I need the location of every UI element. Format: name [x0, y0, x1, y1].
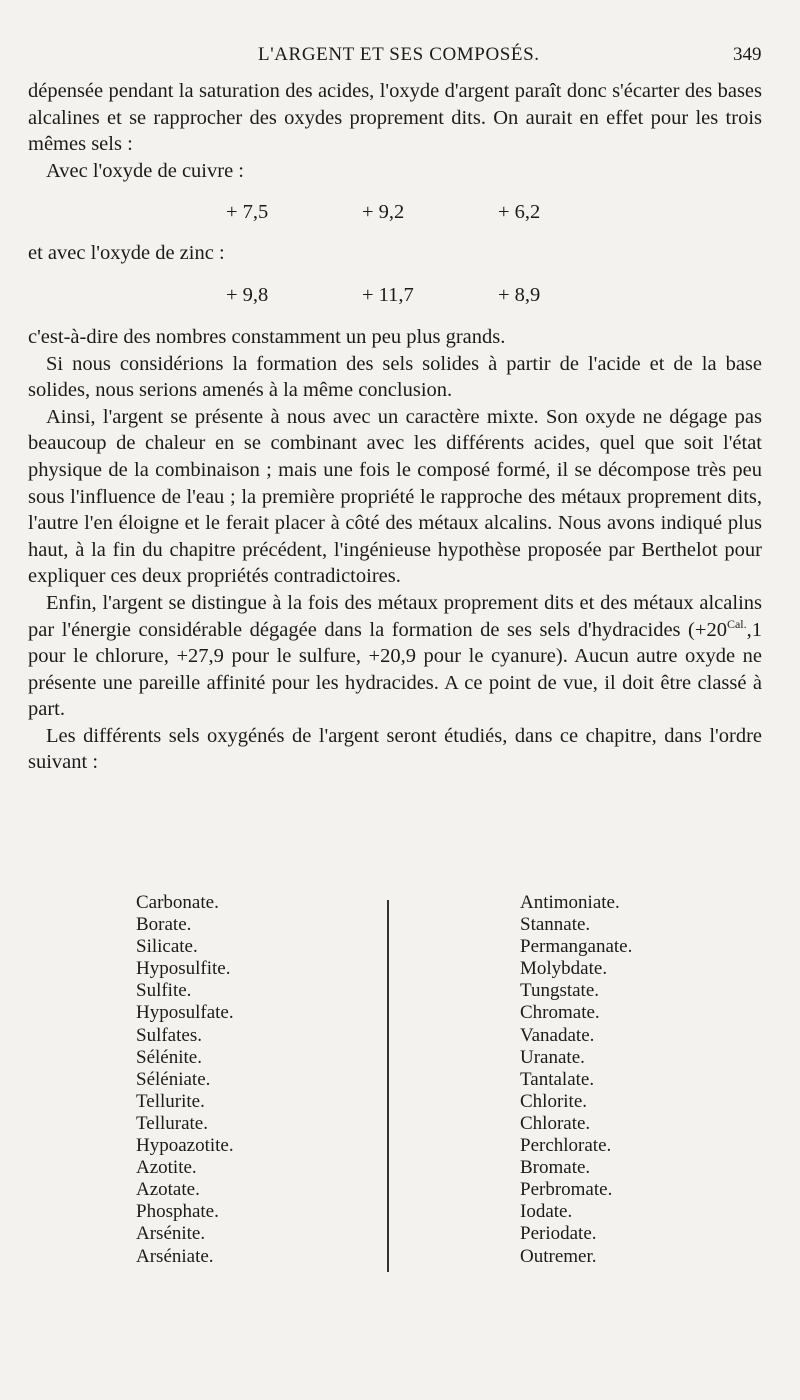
list-item: Arsénite.	[136, 1223, 206, 1245]
value: + 9,2	[362, 201, 405, 224]
list-item: Hyposulfite.	[136, 958, 231, 980]
list-item: Carbonate.	[136, 892, 219, 913]
salt-list-left	[136, 892, 234, 1268]
list-item: Tellurate.	[136, 1112, 208, 1134]
list-item: Uranate.	[520, 1046, 585, 1068]
paragraph-4: c'est-à-dire des nombres constamment un peu plus grands.	[28, 325, 506, 348]
list-item: Azotate.	[136, 1179, 200, 1201]
column-separator	[387, 900, 389, 1272]
list-item: Sulfite.	[136, 980, 192, 1002]
list-item: Periodate.	[520, 1223, 597, 1245]
value: + 7,5	[226, 201, 269, 224]
page-header	[0, 40, 800, 70]
list-item: Antimoniate.	[520, 892, 620, 913]
list-item: Silicate.	[136, 936, 198, 958]
list-item: Bromate.	[520, 1157, 591, 1179]
value: + 11,7	[362, 283, 414, 306]
list-item: Perchlorate.	[520, 1135, 612, 1157]
list-item: Chromate.	[520, 1002, 600, 1024]
paragraph-6: Ainsi, l'argent se présente à nous avec un caractère mixte. Son oxyde ne dégage pas beaucoup de chaleur en se combinant avec les différents acides, quel que soit l'état physique de la combinaison ; mais une fois le composé formé, il se décompose très peu sous l'influence de l'eau ; la première propriété le rapproche des métaux proprement dits, l'autre l'en éloigne et le ferait placer à côté des métaux alcalins. Nous avons indiqué plus haut, à la fin du chapitre précédent, l'ingénieuse hypothèse proposée par Berthelot pour expliquer ces deux propriétés contradictoires.	[28, 405, 762, 588]
value: + 8,9	[498, 283, 541, 306]
list-item: Borate.	[136, 914, 192, 936]
value: + 6,2	[498, 201, 541, 224]
list-item: Sulfates.	[136, 1024, 202, 1046]
list-item: Arséniate.	[136, 1245, 214, 1267]
list-item: Séléniate.	[136, 1068, 211, 1090]
list-item: Tungstate.	[520, 980, 600, 1002]
list-item: Hypoazotite.	[136, 1135, 234, 1157]
list-item: Molybdate.	[520, 958, 608, 980]
paragraph-7-part-b: ,1 pour le chlorure, +27,9 pour le sulfure, +20,9 pour le cyanure). Aucun autre oxyde ne présente une pareille affinité pour les hydracides. A ce point de vue, il doit être classé à part.	[28, 618, 762, 721]
paragraph-copper: Avec l'oxyde de cuivre :	[46, 159, 244, 182]
list-item: Sélénite.	[136, 1046, 202, 1068]
paragraph-7	[28, 590, 762, 723]
zinc-values	[28, 267, 762, 324]
list-item: Iodate.	[520, 1201, 573, 1223]
running-title: L'ARGENT ET SES COMPOSÉS.	[258, 44, 540, 65]
list-item: Tantalate.	[520, 1068, 595, 1090]
paragraph-zinc: et avec l'oxyde de zinc :	[28, 242, 225, 265]
calorie-superscript: Cal.	[726, 616, 747, 631]
list-item: Chlorite.	[520, 1090, 588, 1112]
list-item: Azotite.	[136, 1157, 197, 1179]
list-item: Phosphate.	[136, 1201, 219, 1223]
list-item: Perbromate.	[520, 1179, 613, 1201]
list-item: Hyposulfate.	[136, 1002, 234, 1024]
list-item: Chlorate.	[520, 1112, 591, 1134]
paragraph-8: Les différents sels oxygénés de l'argent seront étudiés, dans ce chapitre, dans l'ordre suivant :	[28, 724, 762, 774]
body-text	[28, 78, 762, 776]
value: + 9,8	[226, 283, 269, 306]
paragraph-5: Si nous considérions la formation des sels solides à partir de l'acide et de la base solides, nous serions amenés à la même conclusion.	[28, 352, 762, 402]
list-item: Stannate.	[520, 914, 591, 936]
list-item: Tellurite.	[136, 1090, 205, 1112]
copper-values	[28, 184, 762, 240]
paragraph-7-part-a: Enfin, l'argent se distingue à la fois des métaux proprement dits et des métaux alcalins par l'énergie considérable dégagée dans la formation de ses sels d'hydracides (+20	[28, 591, 762, 641]
page-number: 349	[733, 44, 762, 65]
list-item: Vanadate.	[520, 1024, 595, 1046]
list-item: Permanganate.	[520, 936, 633, 958]
list-item: Outremer.	[520, 1245, 597, 1267]
paragraph-1: dépensée pendant la saturation des acides, l'oxyde d'argent paraît donc s'écarter des bases alcalines et se rapprocher des oxydes proprement dits. On aurait en effet pour les trois mêmes sels :	[28, 80, 762, 156]
salt-list-right	[520, 892, 632, 1268]
